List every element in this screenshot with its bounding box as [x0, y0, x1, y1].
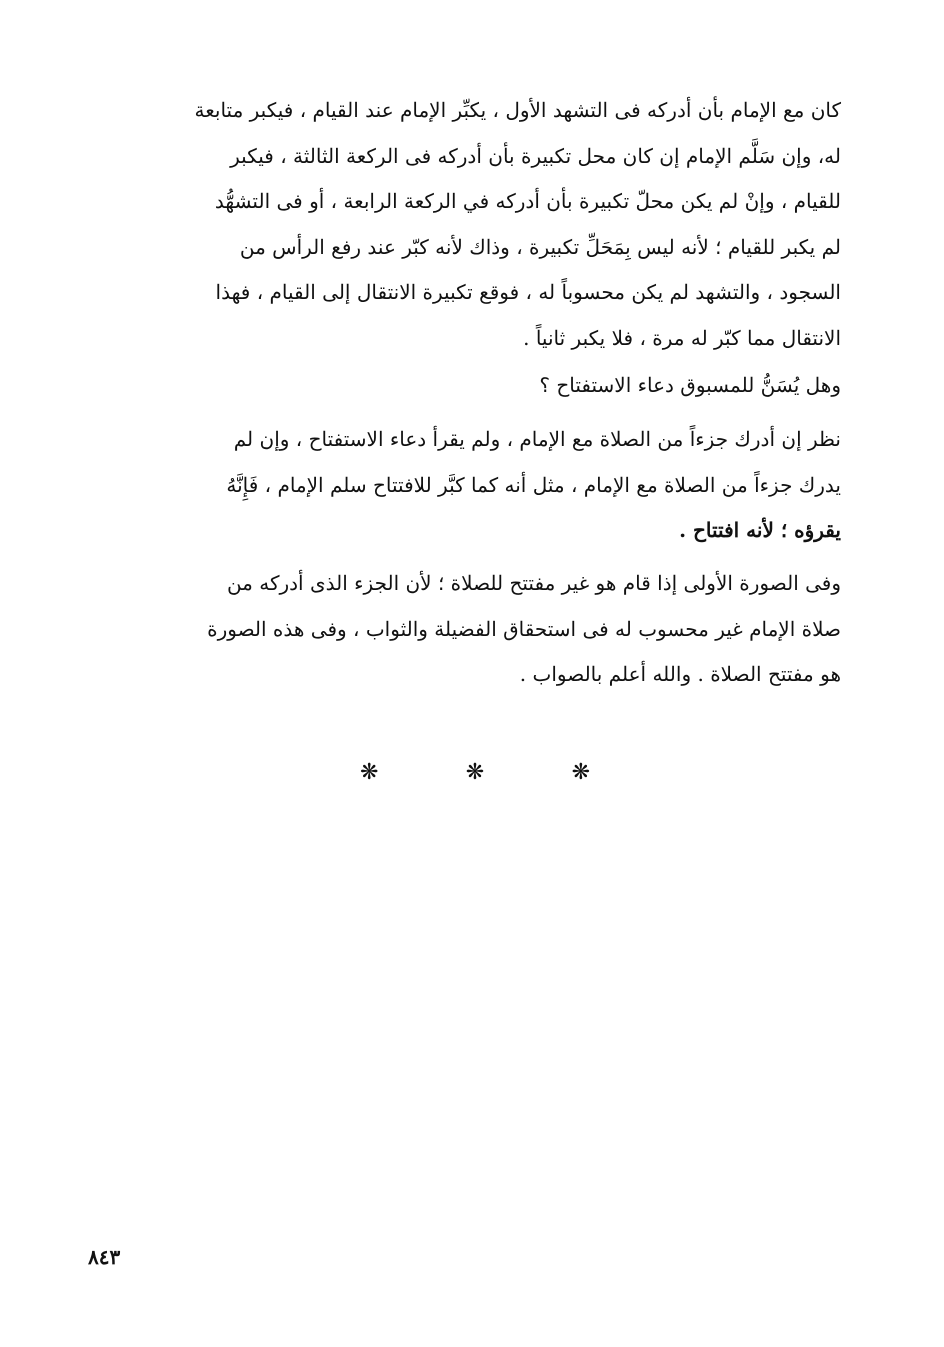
text-line: نظر إن أدرك جزءاً من الصلاة مع الإمام ، ولم يقرأ دعاء الاستفتاح ، وإن لم — [233, 427, 841, 451]
page-number: ٨٤٣ — [88, 1245, 121, 1269]
paragraph-1 — [103, 88, 841, 361]
text-line: السجود ، والتشهد لم يكن محسوباً له ، فوقع تكبيرة الانتقال إلى القيام ، فهذا — [215, 280, 841, 304]
text-line: وفى الصورة الأولى إذا قام هو غير مفتتح للصلاة ؛ لأن الجزء الذى أدركه من — [226, 571, 841, 595]
paragraph-2 — [103, 417, 841, 554]
text-line: صلاة الإمام غير محسوب له فى استحقاق الفضيلة والثواب ، وفى هذه الصورة — [207, 616, 841, 641]
text-line: لم يكبر للقيام ؛ لأنه ليس بِمَحَلِّ تكبيرة ، وذاك لأنه كبّر عند رفع الرأس من — [239, 234, 841, 259]
text-line: هو مفتتح الصلاة . والله أعلم بالصواب . — [519, 662, 841, 686]
text-line: للقيام ، وإنْ لم يكن محلّ تكبيرة بأن أدركه في الركعة الرابعة ، أو فى التشهُّد — [214, 189, 841, 213]
asterisk-star-icon: ❋ — [465, 760, 485, 785]
asterisk-star-icon: ❋ — [571, 760, 590, 785]
question-text: وهل يُسَنُّ للمسبوق دعاء الاستفتاح ؟ — [539, 373, 841, 397]
section-separator — [360, 760, 590, 785]
text-line: كان مع الإمام بأن أدركه فى التشهد الأول ، يكبِّر الإمام عند القيام ، فيكبر متابعة — [194, 98, 841, 122]
text-line: له، وإن سَلَّم الإمام إن كان محل تكبيرة بأن أدركه فى الركعة الثالثة ، فيكبر — [230, 143, 841, 168]
question-line — [103, 363, 841, 409]
paragraph-3 — [103, 561, 841, 698]
text-line: الانتقال مما كبّر له مرة ، فلا يكبر ثانياً . — [523, 325, 841, 350]
text-line: يدرك جزءاً من الصلاة مع الإمام ، مثل أنه كما كبَّر للافتتاح سلم الإمام ، فَإِنَّهُ — [226, 472, 841, 497]
text-line: يقرؤه ؛ لأنه افتتاح . — [679, 518, 841, 542]
asterisk-star-icon: ❋ — [360, 760, 379, 785]
